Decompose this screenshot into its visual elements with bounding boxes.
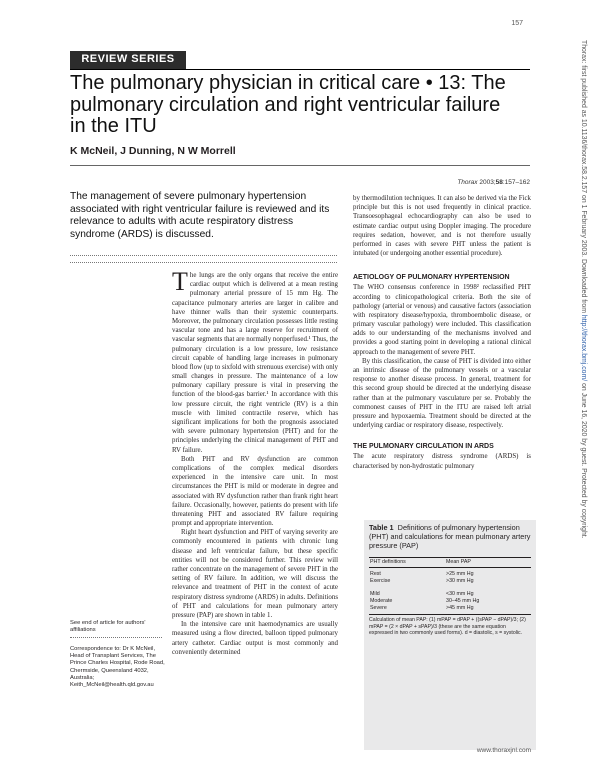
- table-cell: Moderate: [370, 598, 393, 604]
- journal-citation: [457, 179, 530, 186]
- table-col-header: PHT definitions: [370, 559, 406, 565]
- paragraph: Right heart dysfunction and PHT of varying severity are commonly encountered in patients with chronic lung disease and left ventricular failure, but these specific entities will not be considered further. This review will rather concentrate on the management of severe PHT in the setting of RV failure. In addition, we will discuss the relevance and treatment of PHT in the context of acute respiratory distress syndrome (ARDS) in adults. Definitions of PHT and calculations for mean pulmonary artery pressure (PAP) are shown in table 1.: [172, 529, 338, 619]
- paragraph-text: he lungs are the only organs that receive the entire cardiac output which is delivered at a mean resting pulmonary arterial pressure of 15 mm Hg. The capacitance pulmonary arteries are larger in calibre and have thinner walls than their systemic counterparts. Moreover, the pulmonary circulation possesses little resting vascular tone and has a large reserve for recruitment of vascular segments that are normally nonperfused.¹ Thus, the pulmonary circulation is a low pressure, low resistance circuit capable of handling large increases in pulmonary blood flow (up to sixfold with strenuous exercise) with only small changes in pressure. The maintenance of a low pulmonary capillary pressure is vital in preserving the function of the blood-gas barrier.¹ In accordance with this low pressure circuit, the right ventricle (RV) is a thin muscle with limited contractile reserve, which has significant implications for both the prognosis associated with severe pulmonary hypertension (PHT) and for the principles underlying the clinical management of PHT and RV failure.: [172, 272, 338, 454]
- table-cell: Exercise: [370, 578, 391, 584]
- table-label: Table 1: [369, 523, 394, 532]
- table-cell: Severe: [370, 605, 387, 611]
- citation-journal: Thorax: [457, 179, 478, 186]
- table-footnote: Calculation of mean PAP: (1) mPAP = dPAP + ((sPAP − dPAP)/3; (2) mPAP = (2 × dPAP + sPAP)/3 (these are the same equation expressed in two commonly used forms). d = diastolic, s = systolic.: [369, 617, 526, 637]
- table-caption-text: Definitions of pulmonary hypertension (PHT) and calculations for mean pulmonary artery pressure (PAP): [369, 523, 531, 550]
- paragraph: In the intensive care unit haemodynamics are usually measured using a flow directed, balloon tipped pulmonary artery catheter. Cardiac output is most commonly and conveniently determined: [172, 621, 338, 656]
- citation-year: 2003;: [479, 179, 496, 186]
- page-number: 157: [511, 20, 523, 27]
- abstract: The management of severe pulmonary hypertension associated with right ventricular failure is reviewed and its relevance to adults with acute respiratory distress syndrome (ARDS) is discussed.: [70, 191, 330, 241]
- table-cell: >45 mm Hg: [446, 605, 474, 611]
- article-title: The pulmonary physician in critical care • 13: The pulmonary circulation and right ventricular failure in the ITU: [70, 72, 506, 137]
- section-heading: THE PULMONARY CIRCULATION IN ARDS: [353, 443, 494, 451]
- footer-url[interactable]: www.thoraxjnl.com: [476, 747, 531, 754]
- table-col-header: Mean PAP: [446, 559, 471, 565]
- citation-volume: 58: [495, 179, 503, 186]
- author-list: K McNeil, J Dunning, N W Morrell: [70, 145, 236, 157]
- table-cell: <30 mm Hg: [446, 591, 474, 597]
- table-cell: >25 mm Hg: [446, 571, 474, 577]
- table-rule-header: [369, 567, 531, 568]
- paragraph: The acute respiratory distress syndrome (ARDS) is characterised by non-hydrostatic pulmonary: [353, 453, 531, 470]
- paragraph: Both PHT and RV dysfunction are common complications of the complex medical disorders experienced in the intensive care unit. In most circumstances the PHT is mild or moderate in degree and associated with RV dysfunction rather than frank right heart failure. Occasionally, however, patients do present with life threatening PHT and associated RV failure requiring prompt and appropriate intervention.: [172, 455, 338, 528]
- paragraph: By this classification, the cause of PHT is divided into either an intrinsic disease of the pulmonary vessels or a vascular response to another disease process. In general, treatment for this second group should be directed at the underlying disease rather than at the pulmonary vasculature per se. Probably the commonest causes of PHT in the ITU are raised left atrial pressure and hypoxaemia. Treatment should be directed at the underlying cardiac or respiratory disease, respectively.: [353, 357, 531, 430]
- series-rule: [70, 69, 530, 70]
- citation-pages: :157–162: [502, 179, 530, 186]
- download-notice: [580, 40, 587, 740]
- paragraph: by thermodilution techniques. It can also be derived via the Fick principle but this is not used frequently in clinical practice. Transoesophageal echocardiography can also be used to estimate cardiac output using Doppler imaging. The procedure requires sedation, however, and is not therefore usually performed in cases with severe PHT unless the patient is intubated (or undergoing another essential procedure).: [353, 195, 531, 258]
- table-cell: Mild: [370, 591, 380, 597]
- affiliations-note: See end of article for authors' affiliations: [70, 620, 146, 634]
- body-column-left: [172, 267, 338, 657]
- section-heading: AETIOLOGY OF PULMONARY HYPERTENSION: [353, 274, 510, 282]
- abstract-divider: [70, 255, 337, 256]
- body-column-right: [353, 194, 531, 471]
- drop-cap: T: [172, 267, 188, 296]
- journal-link[interactable]: http://thorax.bmj.com/: [580, 314, 587, 382]
- paragraph: The WHO consensus conference in 1998² reclassified PHT according to clinicopathological criteria. Both the site of pathology (arterial or venous) and causative factors (association with respiratory disease/hypoxia, thromboembolic disease, or primary vascular pathology) were included. This classification adds to our understanding of the mechanisms involved and provides a good starting point in developing a rational clinical approach to the management of severe PHT.: [353, 284, 531, 356]
- download-notice-text: Thorax: first published as 10.1136/thorax.58.2.157 on 1 February 2003. Downloaded from: [580, 40, 587, 315]
- series-label: REVIEW SERIES: [81, 53, 175, 65]
- table-rule-top: [369, 557, 531, 558]
- margin-divider: [70, 637, 162, 638]
- header-divider: [70, 165, 530, 166]
- table-cell: Rest: [370, 571, 381, 577]
- abstract-divider: [70, 262, 337, 263]
- download-notice-text: on June 16, 2020 by guest. Protected by copyright.: [580, 381, 587, 539]
- table-rule-bottom: [369, 614, 531, 615]
- paragraph: [172, 267, 338, 455]
- series-banner: [70, 51, 186, 69]
- table-cell: 30–45 mm Hg: [446, 598, 480, 604]
- table-cell: >30 mm Hg: [446, 578, 474, 584]
- correspondence-note: Correspondence to: Dr K McNeil, Head of Transplant Services, The Prince Charles Hospital, Rode Road, Chermside, Queensland 4032, Australia; Keith_McNeil@health.qld.gov.au: [70, 646, 165, 689]
- table-caption: [369, 524, 531, 550]
